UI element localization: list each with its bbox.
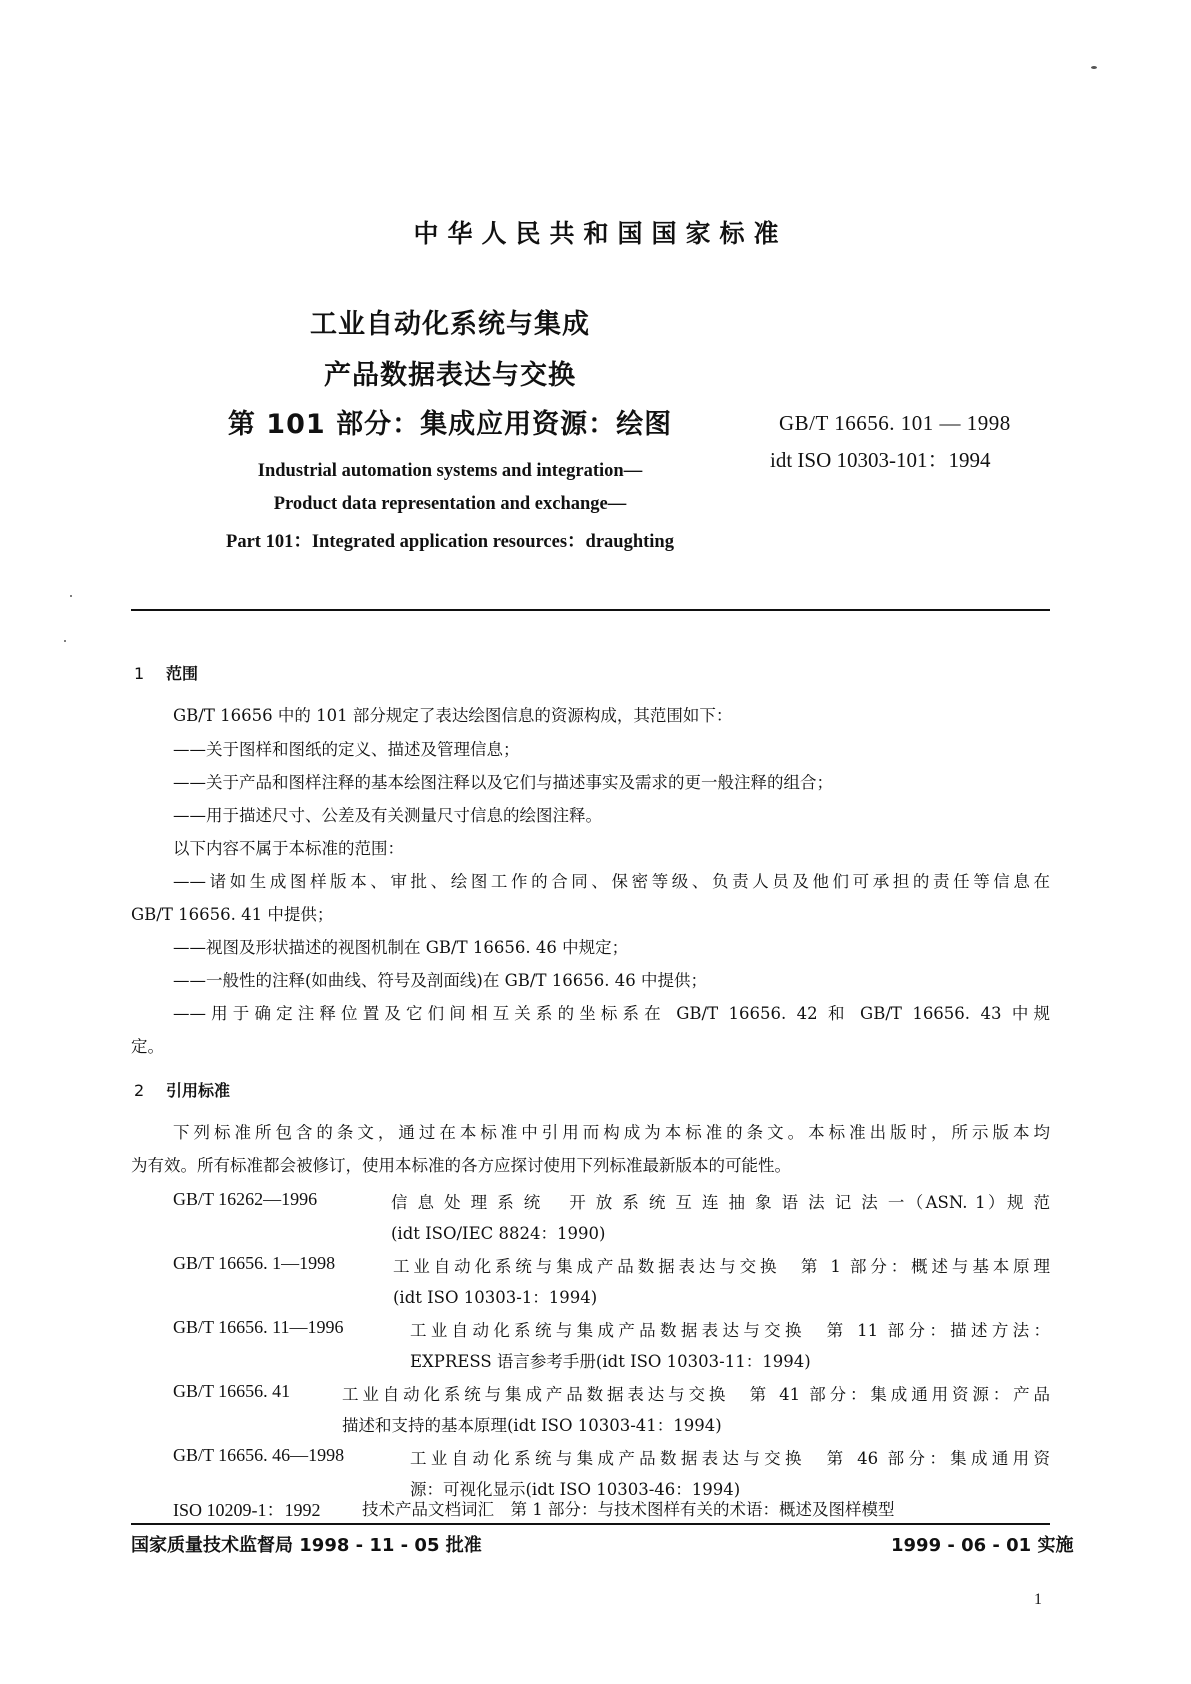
reference-code: GB/T 16262—1996 bbox=[173, 1189, 318, 1209]
paragraph: GB/T 16656 中的 101 部分规定了表达绘图信息的资源构成，其范围如下： bbox=[173, 706, 733, 725]
page-number: 1 bbox=[1034, 1591, 1042, 1608]
reference-idt: 源：可视化显示(idt ISO 10303-46：1994) bbox=[410, 1480, 741, 1499]
list-item: ——用于确定注释位置及它们间相互关系的坐标系在 GB/T 16656. 42 和 GB/T 16656. 43 中规 bbox=[173, 1004, 1050, 1023]
title-cn-line3: 第 101 部分：集成应用资源：绘图 bbox=[227, 409, 673, 440]
list-item: ——诸如生成图样版本、审批、绘图工作的合同、保密等级、负责人员及他们可承担的责任等信息在 bbox=[173, 872, 1050, 891]
section-heading bbox=[134, 1078, 230, 1101]
list-item: ——用于描述尺寸、公差及有关测量尺寸信息的绘图注释。 bbox=[173, 806, 602, 825]
list-item-continuation: GB/T 16656. 41 中提供； bbox=[131, 905, 334, 924]
reference-code: GB/T 16656. 11—1996 bbox=[173, 1317, 344, 1337]
approval-date: 国家质量技术监督局 1998 - 11 - 05 批准 bbox=[131, 1535, 482, 1556]
reference-title: 工业自动化系统与集成产品数据表达与交换 第 46 部分：集成通用资 bbox=[410, 1449, 1050, 1468]
reference-code: GB/T 16656. 1—1998 bbox=[173, 1253, 336, 1273]
footer-divider bbox=[131, 1523, 1050, 1525]
section-number: 1 bbox=[134, 664, 145, 683]
section-title: 范围 bbox=[166, 664, 199, 683]
reference-code: GB/T 16656. 41 bbox=[173, 1381, 291, 1401]
reference-idt: 描述和支持的基本原理(idt ISO 10303-41：1994) bbox=[342, 1416, 722, 1435]
list-item: ——关于图样和图纸的定义、描述及管理信息； bbox=[173, 740, 520, 759]
reference-title: 工业自动化系统与集成产品数据表达与交换 第 41 部分：集成通用资源：产品 bbox=[342, 1385, 1050, 1404]
header-divider bbox=[131, 609, 1050, 611]
title-en-line1: Industrial automation systems and integration— bbox=[257, 461, 643, 481]
reference-title: 工业自动化系统与集成产品数据表达与交换 第 11 部分：描述方法： bbox=[410, 1321, 1050, 1340]
reference-title: 工业自动化系统与集成产品数据表达与交换 第 1 部分：概述与基本原理 bbox=[393, 1257, 1050, 1276]
reference-idt: (idt ISO 10303-1：1994) bbox=[393, 1288, 598, 1307]
list-item: ——视图及形状描述的视图机制在 GB/T 16656. 46 中规定； bbox=[173, 938, 629, 957]
reference-code: ISO 10209-1：1992 bbox=[173, 1500, 321, 1520]
list-item: ——一般性的注释(如曲线、符号及剖面线)在 GB/T 16656. 46 中提供； bbox=[173, 971, 707, 990]
paragraph-continuation: 为有效。所有标准都会被修订，使用本标准的各方应探讨使用下列标准最新版本的可能性。 bbox=[131, 1156, 791, 1175]
scan-speck bbox=[64, 640, 66, 642]
title-cn-line1: 工业自动化系统与集成 bbox=[310, 309, 590, 340]
list-item-continuation: 定。 bbox=[131, 1037, 164, 1056]
reference-idt: EXPRESS 语言参考手册(idt ISO 10303-11：1994) bbox=[410, 1352, 811, 1371]
paragraph: 以下内容不属于本标准的范围： bbox=[173, 839, 404, 858]
paragraph: 下列标准所包含的条文，通过在本标准中引用而构成为本标准的条文。本标准出版时，所示版本均 bbox=[173, 1123, 1050, 1142]
national-standard-heading: 中华人民共和国国家标准 bbox=[413, 219, 788, 248]
reference-code: GB/T 16656. 46—1998 bbox=[173, 1445, 345, 1465]
implementation-date: 1999 - 06 - 01 实施 bbox=[891, 1535, 1074, 1556]
reference-title: 技术产品文档词汇 第 1 部分：与技术图样有关的术语：概述及图样模型 bbox=[362, 1500, 895, 1519]
title-en-line3: Part 101：Integrated application resources：draughting bbox=[226, 532, 674, 552]
reference-idt: (idt ISO/IEC 8824：1990) bbox=[391, 1224, 606, 1243]
section-title: 引用标准 bbox=[166, 1081, 231, 1100]
idt-number: idt ISO 10303-101：1994 bbox=[770, 448, 991, 472]
title-cn-line2: 产品数据表达与交换 bbox=[324, 360, 576, 391]
section-number: 2 bbox=[134, 1081, 145, 1100]
scan-speck bbox=[1091, 66, 1097, 69]
section-heading bbox=[134, 661, 198, 684]
scan-speck bbox=[70, 595, 72, 597]
standard-number: GB/T 16656. 101 — 1998 bbox=[779, 411, 1011, 435]
reference-title: 信 息 处 理 系 统 开 放 系 统 互 连 抽 象 语 法 记 法 一（ASN. 1）规 范 bbox=[391, 1193, 1050, 1212]
list-item: ——关于产品和图样注释的基本绘图注释以及它们与描述事实及需求的更一般注释的组合； bbox=[173, 773, 833, 792]
title-en-line2: Product data representation and exchange— bbox=[273, 494, 627, 514]
